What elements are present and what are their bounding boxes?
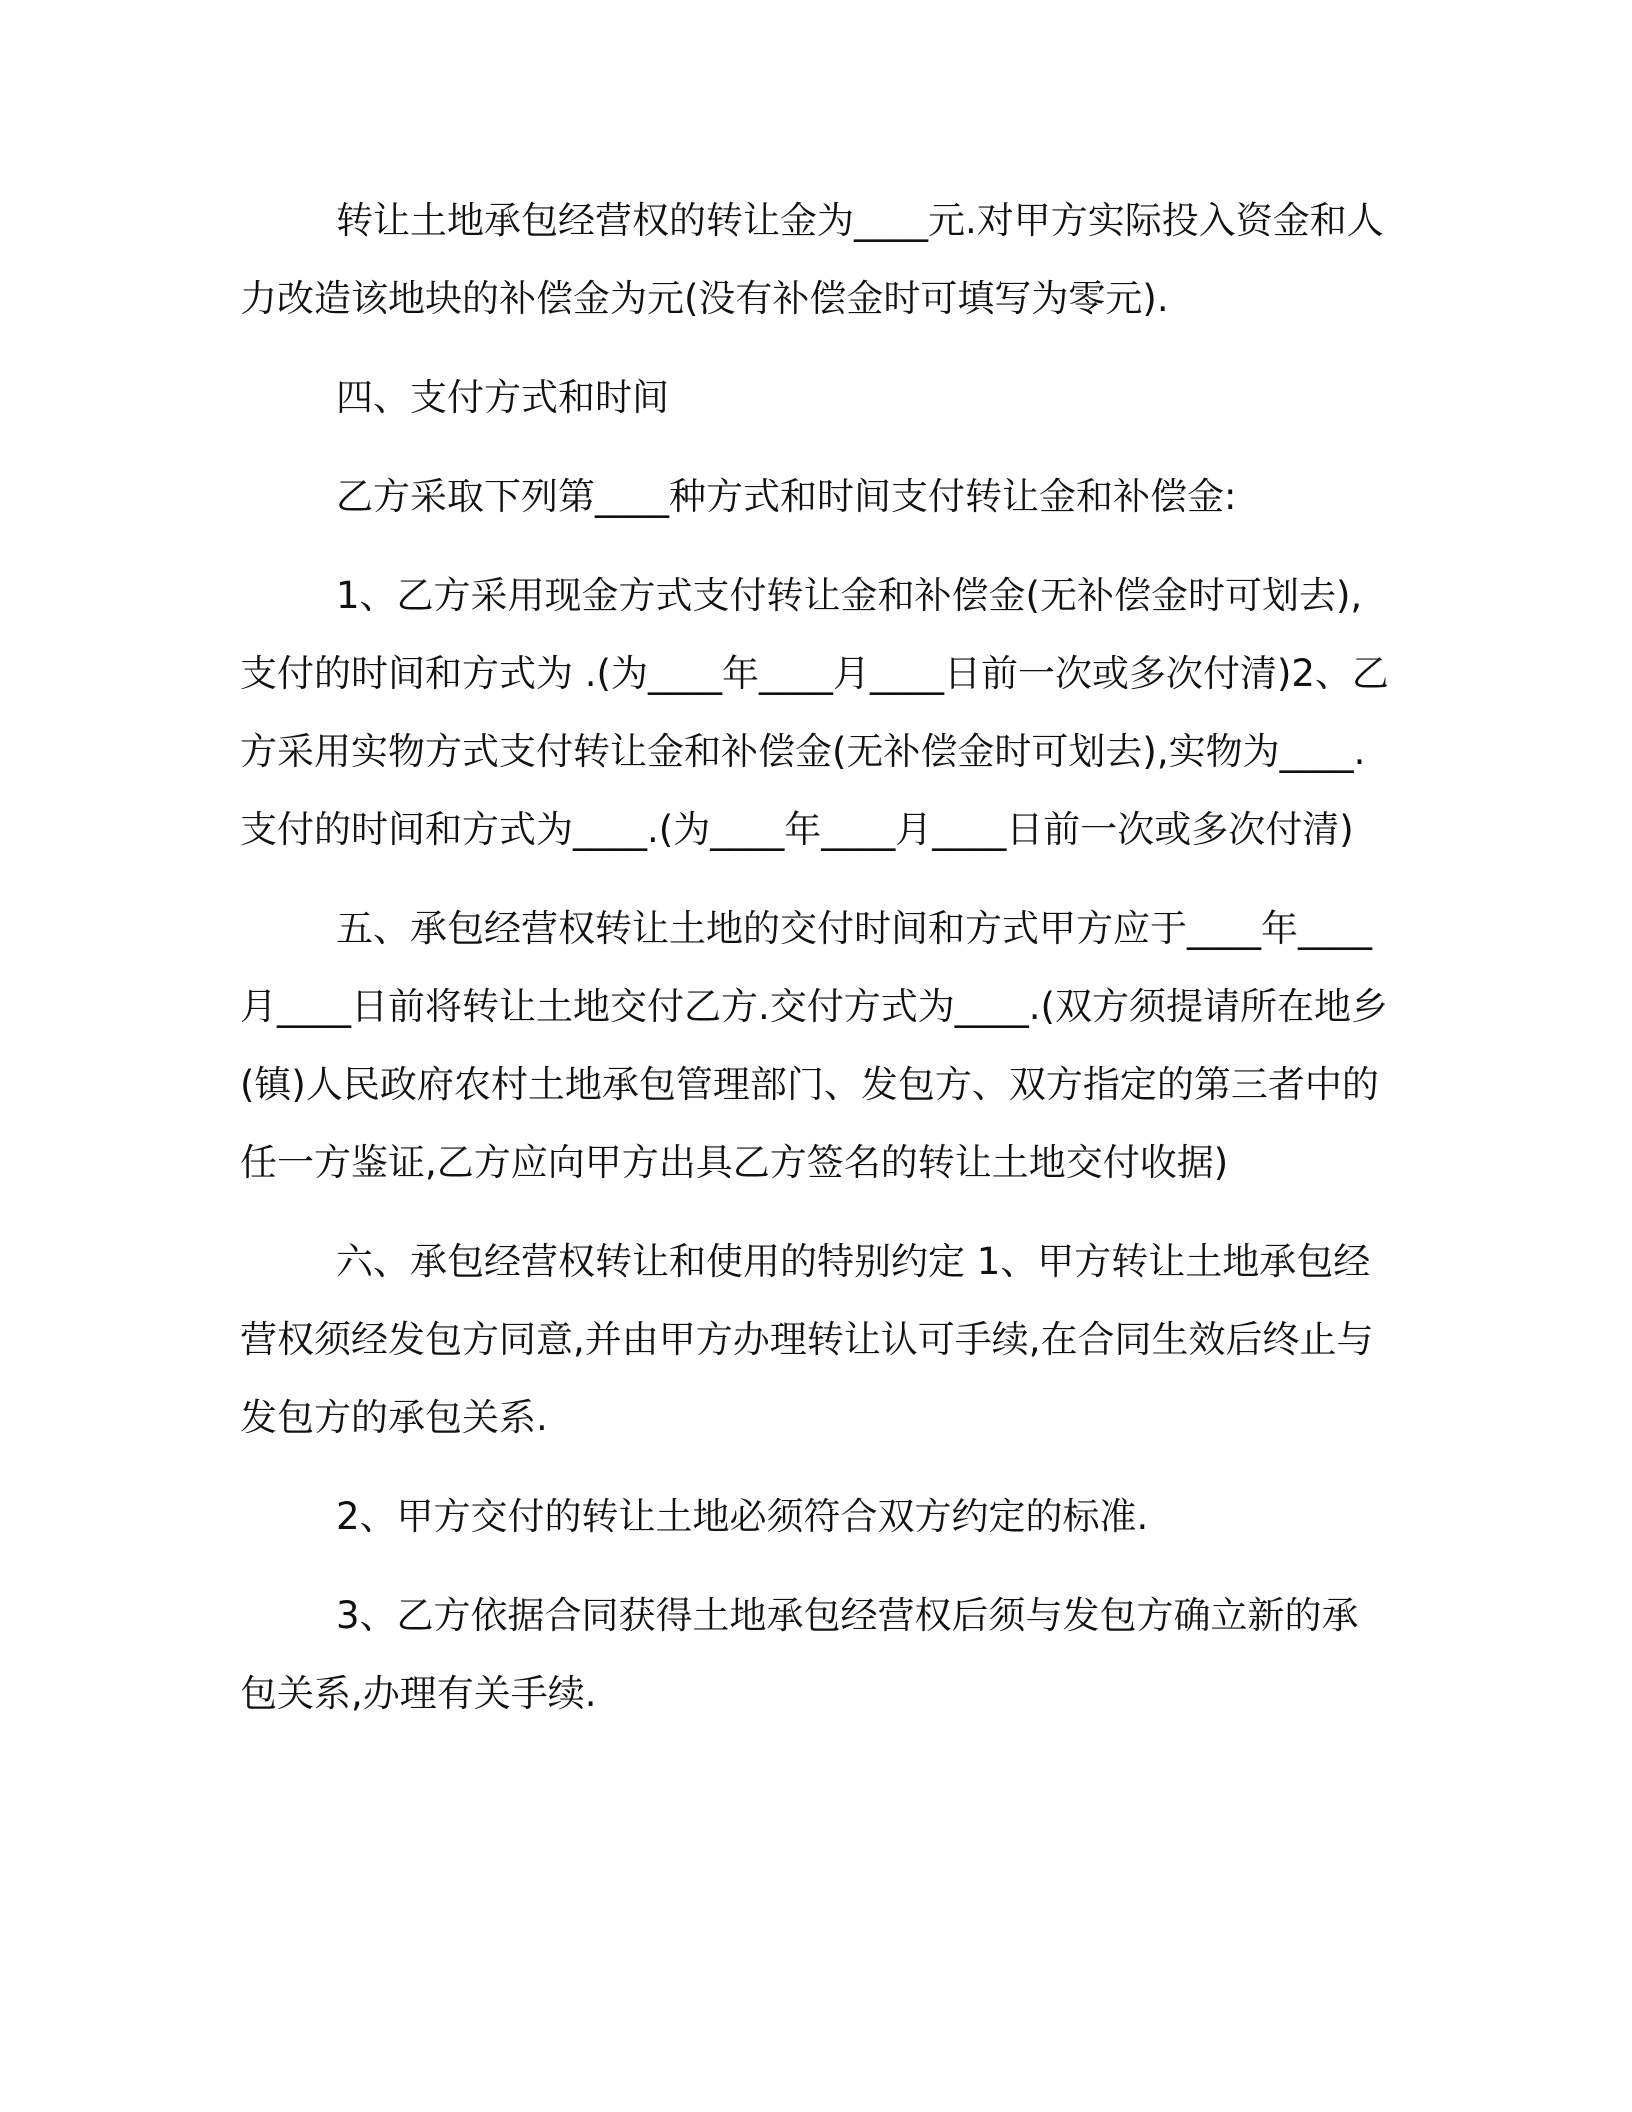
paragraph-delivery: 五、承包经营权转让土地的交付时间和方式甲方应于____年____月____日前将转让土地交付乙方.交付方式为____.(双方须提请所在地乡(镇)人民政府农村土地承包管理部门、发包方、双方指定的第三者中的任一方鉴证,乙方应向甲方出具乙方签名的转让土地交付收据) bbox=[240, 907, 1388, 1184]
paragraph-transfer-fee: 转让土地承包经营权的转让金为____元.对甲方实际投入资金和人力改造该地块的补偿金为元(没有补偿金时可填写为零元). bbox=[240, 199, 1384, 320]
paragraph-new-contract: 3、乙方依据合同获得土地承包经营权后须与发包方确立新的承包关系,办理有关手续. bbox=[240, 1594, 1359, 1715]
section-heading-payment: 四、支付方式和时间 bbox=[336, 376, 669, 419]
paragraph-payment-methods: 1、乙方采用现金方式支付转让金和补偿金(无补偿金时可划去),支付的时间和方式为 .(为____年____月____日前一次或多次付清)2、乙方采用实物方式支付转让金和补偿金(无补偿金时可划去),实物为____.支付的时间和方式为____.(为____年____月____日前一次或多次付清) bbox=[240, 574, 1389, 851]
paragraph-special-terms: 六、承包经营权转让和使用的特别约定 1、甲方转让土地承包经营权须经发包方同意,并由甲方办理转让认可手续,在合同生效后终止与发包方的承包关系. bbox=[240, 1240, 1374, 1439]
paragraph-land-standard: 2、甲方交付的转让土地必须符合双方约定的标准. bbox=[336, 1495, 1149, 1538]
paragraph-payment-choice: 乙方采取下列第____种方式和时间支付转让金和补偿金: bbox=[336, 475, 1237, 518]
document-body bbox=[240, 182, 1390, 1754]
